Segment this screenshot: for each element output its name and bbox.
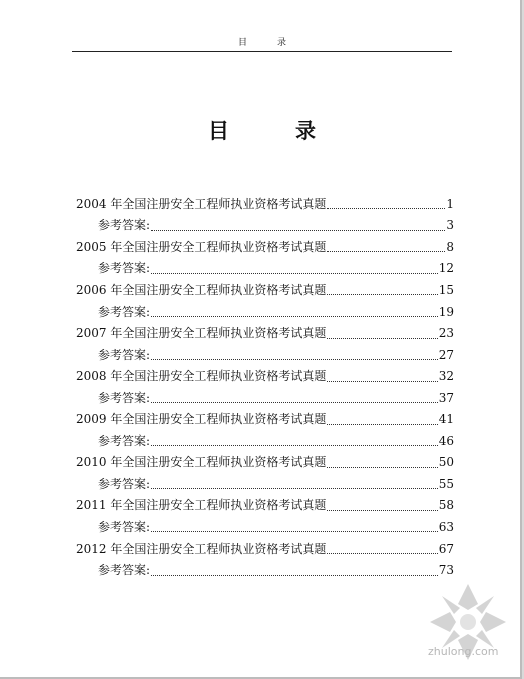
toc-page-number: 73 [438,563,454,578]
toc-entry-label: 2009 年全国注册安全工程师执业资格考试真题 [76,412,327,427]
toc-page-number: 63 [438,519,454,534]
toc-page-number: 23 [438,326,454,341]
toc-entry-label: 参考答案: [98,304,151,319]
toc-page-number: 37 [438,390,454,405]
toc-subentry[interactable] [76,301,454,323]
dot-leader [151,273,438,274]
dot-leader [327,208,445,209]
toc-page-number: 50 [438,455,454,470]
toc-page-number: 12 [438,261,454,276]
toc-subentry[interactable] [76,215,454,237]
toc-entry-label: 参考答案: [98,476,151,491]
toc-page-number: 46 [438,433,454,448]
dot-leader [327,424,437,425]
dot-leader [327,294,437,295]
toc-entry[interactable] [76,279,454,301]
dot-leader [151,230,445,231]
toc-entry-label: 2008 年全国注册安全工程师执业资格考试真题 [76,369,327,384]
toc-entry-label: 参考答案: [98,519,151,534]
toc-page-number: 32 [438,369,454,384]
running-header [72,37,452,52]
toc-entry[interactable] [76,408,454,430]
toc-entry-label: 参考答案: [98,390,151,405]
toc-entry-label: 2005 年全国注册安全工程师执业资格考试真题 [76,239,327,254]
title-char-2: 录 [295,118,316,143]
dot-leader [327,553,437,554]
toc-subentry[interactable] [76,473,454,495]
toc-subentry[interactable] [76,258,454,280]
toc-page-number: 55 [438,476,454,491]
toc-entry-label: 2006 年全国注册安全工程师执业资格考试真题 [76,282,327,297]
dot-leader [327,381,437,382]
toc-entry-label: 参考答案: [98,563,151,578]
toc-entry-label: 参考答案: [98,218,151,233]
toc-entry-label: 参考答案: [98,261,151,276]
dot-leader [327,338,437,339]
title-char-1: 目 [208,118,229,143]
table-of-contents [76,193,454,581]
toc-entry-label: 参考答案: [98,433,151,448]
dot-leader [327,251,445,252]
toc-entry-label: 2007 年全国注册安全工程师执业资格考试真题 [76,326,327,341]
toc-entry[interactable] [76,538,454,560]
dot-leader [327,510,437,511]
toc-entry-label: 参考答案: [98,347,151,362]
dot-leader [151,316,438,317]
toc-entry[interactable] [76,322,454,344]
toc-page-number: 41 [438,412,454,427]
toc-page-number: 19 [438,304,454,319]
toc-entry-label: 2010 年全国注册安全工程师执业资格考试真题 [76,455,327,470]
toc-page-number: 1 [446,196,454,211]
toc-page-number: 15 [438,282,454,297]
toc-entry[interactable] [76,236,454,258]
toc-entry-label: 2012 年全国注册安全工程师执业资格考试真题 [76,541,327,556]
header-char-2: 录 [277,38,287,48]
toc-subentry[interactable] [76,344,454,366]
dot-leader [151,531,438,532]
toc-entry[interactable] [76,365,454,387]
toc-entry[interactable] [76,452,454,474]
toc-page-number: 8 [446,239,454,254]
dot-leader [151,445,438,446]
dot-leader [151,488,438,489]
toc-subentry[interactable] [76,559,454,581]
toc-entry[interactable] [76,193,454,215]
toc-entry-label: 2004 年全国注册安全工程师执业资格考试真题 [76,196,327,211]
watermark-text: zhulong.com [428,645,499,658]
page-title [0,115,524,147]
header-char-1: 目 [237,38,247,48]
dot-leader [151,575,438,576]
dot-leader [151,402,438,403]
toc-page-number: 3 [446,218,454,233]
toc-subentry[interactable] [76,387,454,409]
dot-leader [327,467,437,468]
dot-leader [151,359,438,360]
toc-subentry[interactable] [76,430,454,452]
toc-page-number: 58 [438,498,454,513]
toc-entry[interactable] [76,495,454,517]
toc-page-number: 67 [438,541,454,556]
toc-subentry[interactable] [76,516,454,538]
toc-page-number: 27 [438,347,454,362]
toc-entry-label: 2011 年全国注册安全工程师执业资格考试真题 [76,498,327,513]
